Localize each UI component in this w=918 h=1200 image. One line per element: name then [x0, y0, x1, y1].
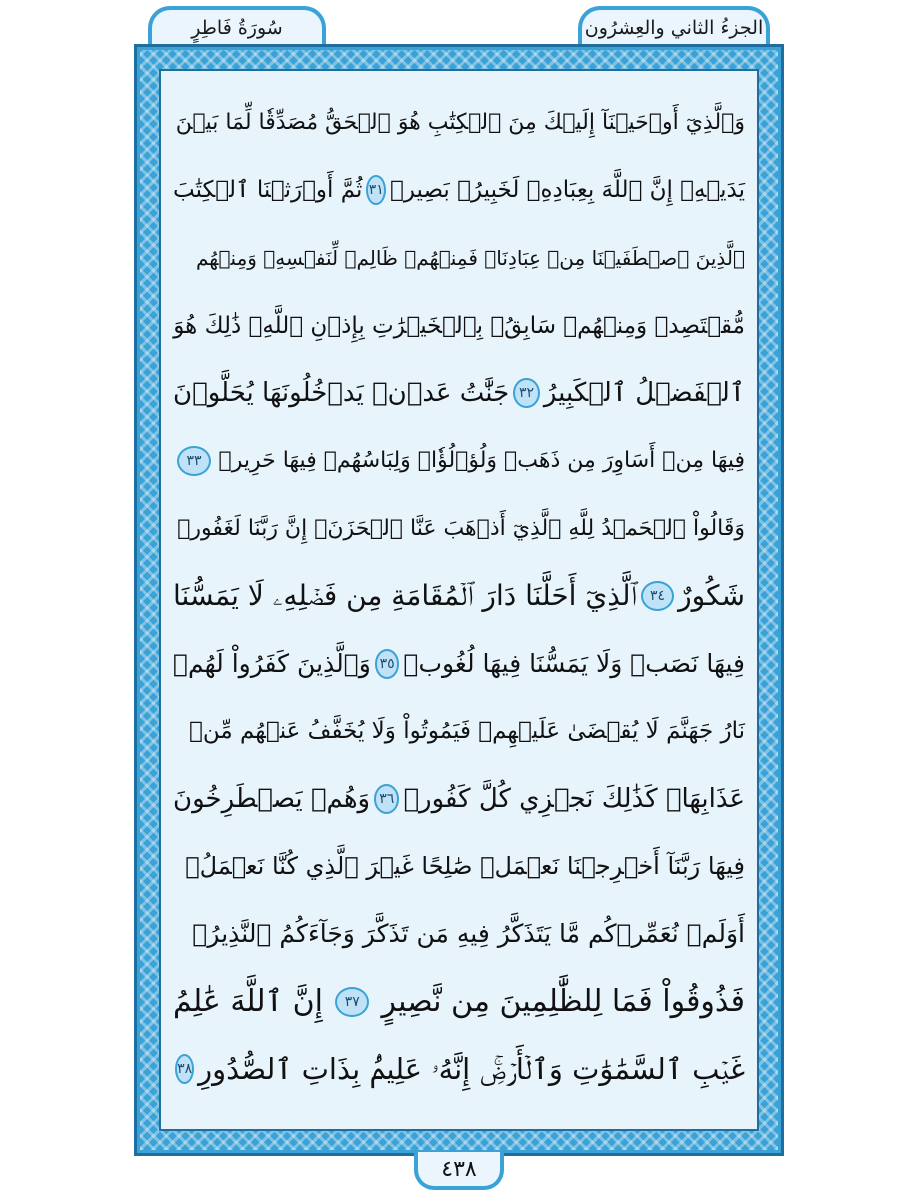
- surah-title: سُورَةُ فَاطِرٍ: [191, 17, 283, 39]
- verse-text: غَيۡبِ ٱلسَّمَٰوَٰتِ وَٱلۡأَرۡضِۚ إِنَّهُۥ عَلِيمُۢ بِذَاتِ ٱلصُّدُورِ: [198, 1051, 745, 1086]
- verse-text: ٱلَّذِينَ ٱصۡطَفَيۡنَا مِنۡ عِبَادِنَاۖ فَمِنۡهُمۡ ظَالِمٞ لِّنَفۡسِهِۦ وَمِنۡهُم: [196, 245, 745, 270]
- verse-line: [173, 292, 745, 360]
- verse-line: [173, 833, 745, 901]
- verse-text: مُّقۡتَصِدٞ وَمِنۡهُمۡ سَابِقُۢ بِٱلۡخَيۡرَٰتِ بِإِذۡنِ ٱللَّهِۚ ذَٰلِكَ هُوَ: [173, 312, 745, 339]
- verse-line: [173, 900, 745, 968]
- text-panel: [159, 69, 759, 1131]
- verse-text: فِيهَا نَصَبٞ وَلَا يَمَسُّنَا فِيهَا لُغُوبٞ: [403, 649, 745, 679]
- quran-text: [173, 89, 745, 1103]
- page-number: ٤٣٨: [441, 1156, 477, 1182]
- verse-line: [173, 968, 745, 1036]
- juz-title: الجزءُ الثاني والعِشرُون: [584, 17, 764, 39]
- ayah-number-marker: ٣٦: [374, 784, 399, 814]
- verse-line: [173, 630, 745, 698]
- verse-text: ٱلۡفَضۡلُ ٱلۡكَبِيرُ: [543, 378, 745, 409]
- surah-title-tab: [148, 6, 326, 46]
- verse-text: نَارُ جَهَنَّمَ لَا يُقۡضَىٰ عَلَيۡهِمۡ فَيَمُوتُواْ وَلَا يُخَفَّفُ عَنۡهُم مِّنۡ: [189, 718, 745, 745]
- ayah-number-marker: ٣١: [366, 175, 386, 205]
- verse-text: فَذُوقُواْ فَمَا لِلظَّٰلِمِينَ مِن نَّصِيرٍ: [381, 984, 745, 1020]
- verse-text-continued: وَٱلَّذِينَ كَفَرُواْ لَهُمۡ: [173, 649, 371, 679]
- verse-line: [173, 224, 745, 292]
- verse-text: فِيهَا رَبَّنَآ أَخۡرِجۡنَا نَعۡمَلۡ صَٰلِحًا غَيۡرَ ٱلَّذِي كُنَّا نَعۡمَلُۚ: [185, 852, 745, 881]
- verse-line: [173, 697, 745, 765]
- verse-line: [173, 89, 745, 157]
- page-frame: [134, 44, 784, 1156]
- verse-text: عَذَابِهَاۚ كَذَٰلِكَ نَجۡزِي كُلَّ كَفُورٖ: [403, 783, 745, 814]
- verse-text-continued: ثُمَّ أَوۡرَثۡنَا ٱلۡكِتَٰبَ: [173, 177, 363, 204]
- verse-line: [173, 562, 745, 630]
- verse-line: [173, 157, 745, 225]
- verse-text: وَقَالُواْ ٱلۡحَمۡدُ لِلَّهِ ٱلَّذِيٓ أَذۡهَبَ عَنَّا ٱلۡحَزَنَۖ إِنَّ رَبَّنَا لَغَفُورٞ: [177, 515, 745, 541]
- verse-text: شَكُورٌ: [678, 579, 745, 613]
- verse-text: أَوَلَمۡ نُعَمِّرۡكُم مَّا يَتَذَكَّرُ فِيهِ مَن تَذَكَّرَ وَجَآءَكُمُ ٱلنَّذِيرُۖ: [192, 919, 745, 949]
- verse-line: [173, 1035, 745, 1103]
- verse-text-continued: جَنَّٰتُ عَدۡنٖ يَدۡخُلُونَهَا يُحَلَّوۡنَ: [173, 378, 510, 409]
- verse-text-continued: وَهُمۡ يَصۡطَرِخُونَ: [173, 783, 371, 814]
- verse-line: [173, 427, 745, 495]
- ayah-number-marker: ٣٧: [335, 987, 369, 1017]
- verse-text: فِيهَا مِنۡ أَسَاوِرَ مِن ذَهَبٖ وَلُؤۡلُؤٗاۖ وَلِبَاسُهُمۡ فِيهَا حَرِيرٞ: [218, 448, 745, 474]
- ayah-number-marker: ٣٨: [175, 1054, 194, 1084]
- verse-line: [173, 495, 745, 563]
- verse-text-continued: ٱلَّذِيٓ أَحَلَّنَا دَارَ ٱلۡمُقَامَةِ مِن فَضۡلِهِۦ لَا يَمَسُّنَا: [173, 578, 637, 612]
- ayah-number-marker: ٣٣: [177, 446, 211, 476]
- verse-text: يَدَيۡهِۗ إِنَّ ٱللَّهَ بِعِبَادِهِۦ لَخَبِيرُۢ بَصِيرٞ: [390, 177, 745, 204]
- verse-line: [173, 359, 745, 427]
- juz-title-tab: [578, 6, 770, 46]
- ayah-number-marker: ٣٢: [513, 378, 540, 408]
- ayah-number-marker: ٣٤: [641, 581, 674, 611]
- ayah-number-marker: ٣٥: [375, 649, 400, 679]
- verse-text: وَٱلَّذِيٓ أَوۡحَيۡنَآ إِلَيۡكَ مِنَ ٱلۡكِتَٰبِ هُوَ ٱلۡحَقُّ مُصَدِّقٗا لِّمَا بَيۡنَ: [175, 110, 745, 136]
- verse-text-continued: إِنَّ ٱللَّهَ عَٰلِمُ: [173, 984, 323, 1020]
- verse-line: [173, 765, 745, 833]
- page-number-tab: [414, 1152, 504, 1190]
